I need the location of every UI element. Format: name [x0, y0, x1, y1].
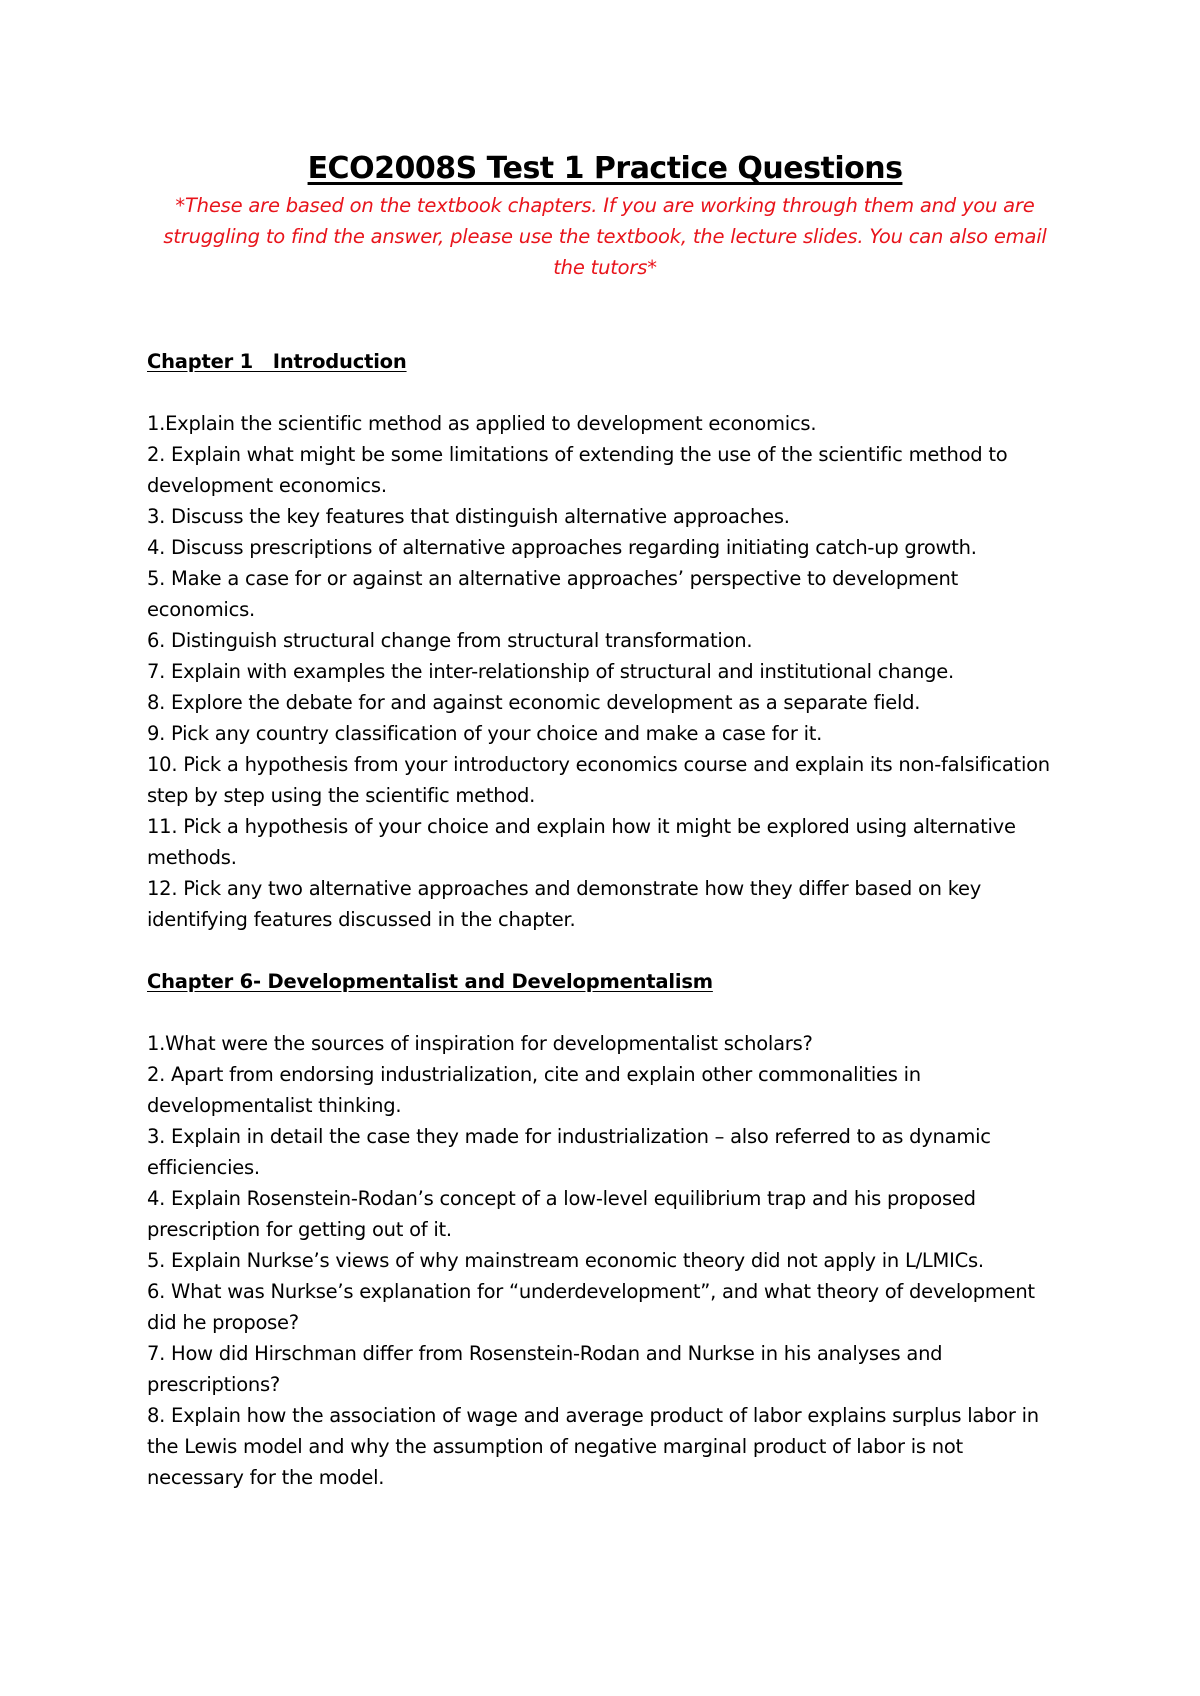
question-item: 5. Make a case for or against an alternative approaches’ perspective to development economics. — [147, 567, 958, 621]
question-item: 8. Explore the debate for and against economic development as a separate field. — [147, 691, 921, 714]
document-page — [147, 148, 1063, 1493]
question-item: 3. Explain in detail the case they made for industrialization – also referred to as dynamic efficiencies. — [147, 1125, 991, 1179]
question-item: 2. Apart from endorsing industrialization, cite and explain other commonalities in developmentalist thinking. — [147, 1063, 921, 1117]
question-item: 9. Pick any country classification of your choice and make a case for it. — [147, 722, 823, 745]
question-item: 8. Explain how the association of wage and average product of labor explains surplus labor in the Lewis model and why the assumption of negative marginal product of labor is not necessary for the model. — [147, 1404, 1039, 1489]
question-item: 12. Pick any two alternative approaches and demonstrate how they differ based on key identifying features discussed in the chapter. — [147, 877, 982, 931]
chapter-6-heading: Chapter 6- Developmentalist and Developmentalism — [147, 970, 713, 993]
question-item: 5. Explain Nurkse’s views of why mainstream economic theory did not apply in L/LMICs. — [147, 1249, 984, 1272]
chapter-1-heading: Chapter 1 Introduction — [147, 350, 407, 373]
document-title: ECO2008S Test 1 Practice Questions — [307, 151, 903, 186]
question-item: 2. Explain what might be some limitations of extending the use of the scientific method to development economics. — [147, 443, 1008, 497]
question-item: 10. Pick a hypothesis from your introductory economics course and explain its non-falsification step by step using the scientific method. — [147, 753, 1050, 807]
question-item: 4. Discuss prescriptions of alternative approaches regarding initiating catch-up growth. — [147, 536, 977, 559]
question-item: 6. What was Nurkse’s explanation for “underdevelopment”, and what theory of development did he propose? — [147, 1280, 1035, 1334]
question-item: 1.Explain the scientific method as applied to development economics. — [147, 412, 817, 435]
chapter-1-section — [147, 346, 1063, 935]
question-item: 11. Pick a hypothesis of your choice and explain how it might be explored using alternative methods. — [147, 815, 1016, 869]
question-item: 3. Discuss the key features that distinguish alternative approaches. — [147, 505, 790, 528]
question-item: 6. Distinguish structural change from structural transformation. — [147, 629, 753, 652]
question-item: 1.What were the sources of inspiration for developmentalist scholars? — [147, 1032, 813, 1055]
question-item: 7. Explain with examples the inter-relationship of structural and institutional change. — [147, 660, 954, 683]
chapter-6-section — [147, 966, 1063, 1493]
question-item: 7. How did Hirschman differ from Rosenstein-Rodan and Nurkse in his analyses and prescriptions? — [147, 1342, 943, 1396]
chapter-6-question-list — [147, 1028, 1063, 1493]
chapter-1-question-list — [147, 408, 1063, 935]
question-item: 4. Explain Rosenstein-Rodan’s concept of a low-level equilibrium trap and his proposed prescription for getting out of it. — [147, 1187, 976, 1241]
document-note: *These are based on the textbook chapters. If you are working through them and you are struggling to find the answer, please use the textbook, the lecture slides. You can also email the tutors* — [163, 194, 1047, 279]
